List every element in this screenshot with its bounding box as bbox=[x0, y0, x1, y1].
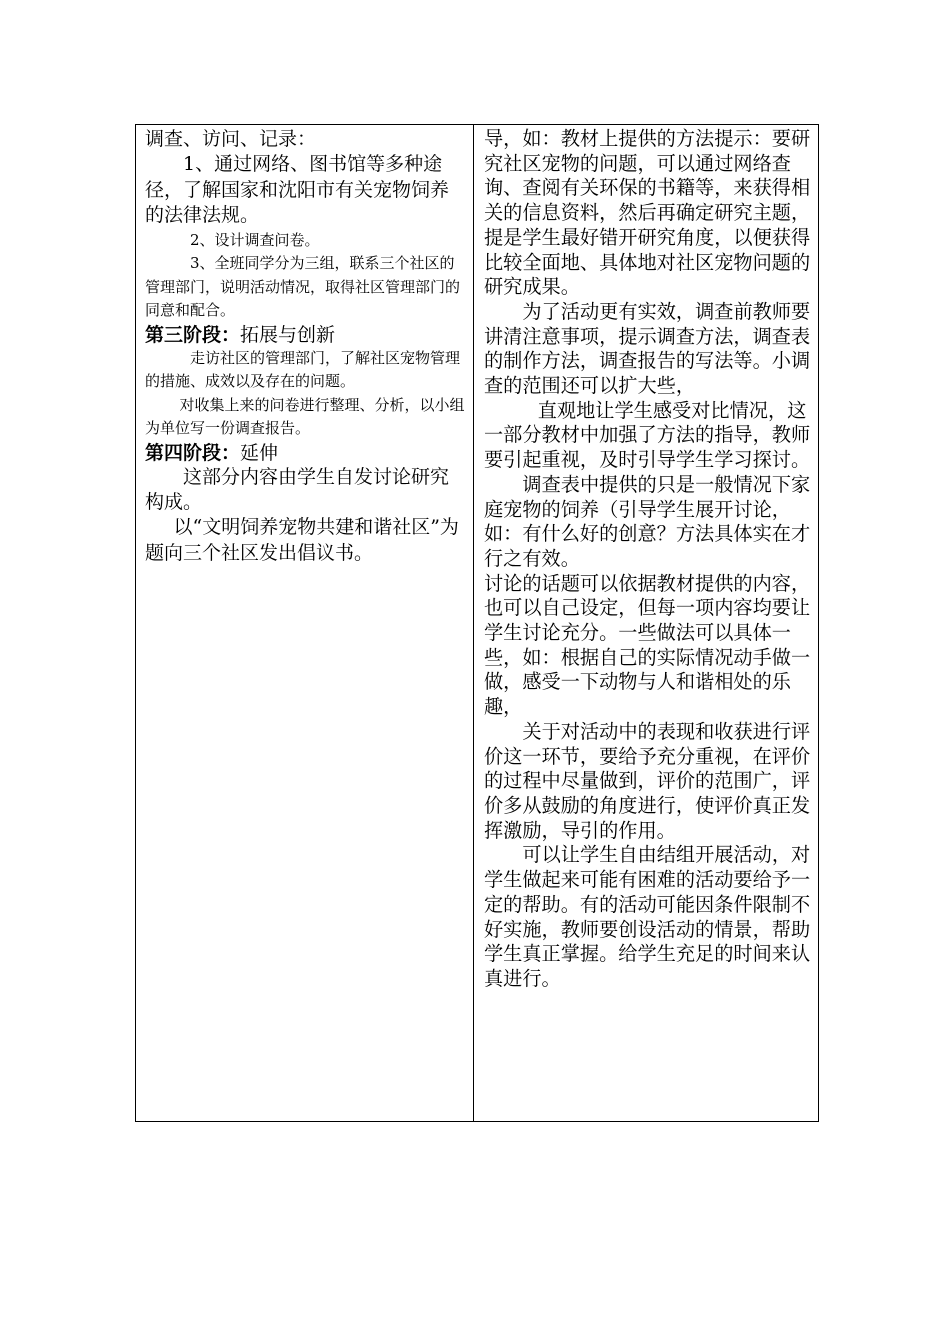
paragraph: 以“文明饲养宠物共建和谐社区”为题向三个社区发出倡议书。 bbox=[145, 516, 459, 564]
paragraph: 可以让学生自由结组开展活动，对学生做起来可能有困难的活动要给予一定的帮助。有的活动可能因条件限制不好实施，教师要创设活动的情景，帮助学生真正掌握。给学生充足的时间来认真进行。 bbox=[484, 843, 811, 990]
right-cell bbox=[474, 125, 819, 1122]
stage3-title: 拓展与创新 bbox=[240, 323, 336, 346]
paragraph: 关于对活动中的表现和收获进行评价这一环节，要给予充分重视，在评价的过程中尽量做到，评价的范围广，评价多从鼓励的角度进行，使评价真正发挥激励，导引的作用。 bbox=[484, 719, 811, 842]
paragraph: 为了活动更有实效，调查前教师要讲清注意事项，提示调查方法，调查表的制作方法，调查报告的写法等。小调查的范围还可以扩大些， bbox=[484, 299, 811, 398]
paragraph: 调查表中提供的只是一般情况下家庭宠物的饲养（引导学生展开讨论，如：有什么好的创意？方法具体实在才行之有效。 bbox=[484, 472, 811, 570]
paragraph: 讨论的话题可以依据教材提供的内容，也可以自己设定，但每一项内容均要让学生讨论充分。一些做法可以具体一些，如：根据自己的实际情况动手做一做，感受一下动物与人和谐相处的乐趣， bbox=[484, 571, 811, 719]
left-cell bbox=[136, 125, 474, 1122]
stage4-label: 第四阶段： bbox=[145, 441, 241, 464]
section-heading bbox=[145, 441, 467, 465]
intro-text: 调查、访问、记录： bbox=[145, 128, 317, 150]
content-table bbox=[135, 124, 819, 1122]
paragraph: 对收集上来的问卷进行整理、分析，以小组为单位写一份调查报告。 bbox=[145, 395, 465, 438]
paragraph: 走访社区的管理部门，了解社区宠物管理的措施、成效以及存在的问题。 bbox=[145, 348, 461, 391]
list-item: 1、通过网络、图书馆等多种途径，了解国家和沈阳市有关宠物饲养的法律法规。 bbox=[145, 153, 450, 227]
paragraph: 这部分内容由学生自发讨论研究构成。 bbox=[145, 465, 450, 514]
section-heading bbox=[145, 323, 467, 347]
stage4-title: 延伸 bbox=[240, 441, 279, 464]
paragraph: 直观地让学生感受对比情况，这一部分教材中加强了方法的指导，教师要引起重视，及时引导学生学习探讨。 bbox=[484, 398, 811, 472]
stage3-label: 第三阶段： bbox=[145, 323, 241, 346]
paragraph: 导，如：教材上提供的方法提示：要研究社区宠物的问题，可以通过网络查询、查阅有关环保的书籍等，来获得相关的信息资料，然后再确定研究主题，提是学生最好错开研究角度，以便获得比较全面地、具体地对社区宠物问题的研究成果。 bbox=[484, 127, 811, 299]
table-row bbox=[136, 125, 819, 1122]
list-item: 3、全班同学分为三组，联系三个社区的管理部门，说明活动情况，取得社区管理部门的同意和配合。 bbox=[145, 254, 461, 320]
list-item: 2、设计调查问卷。 bbox=[190, 230, 320, 249]
